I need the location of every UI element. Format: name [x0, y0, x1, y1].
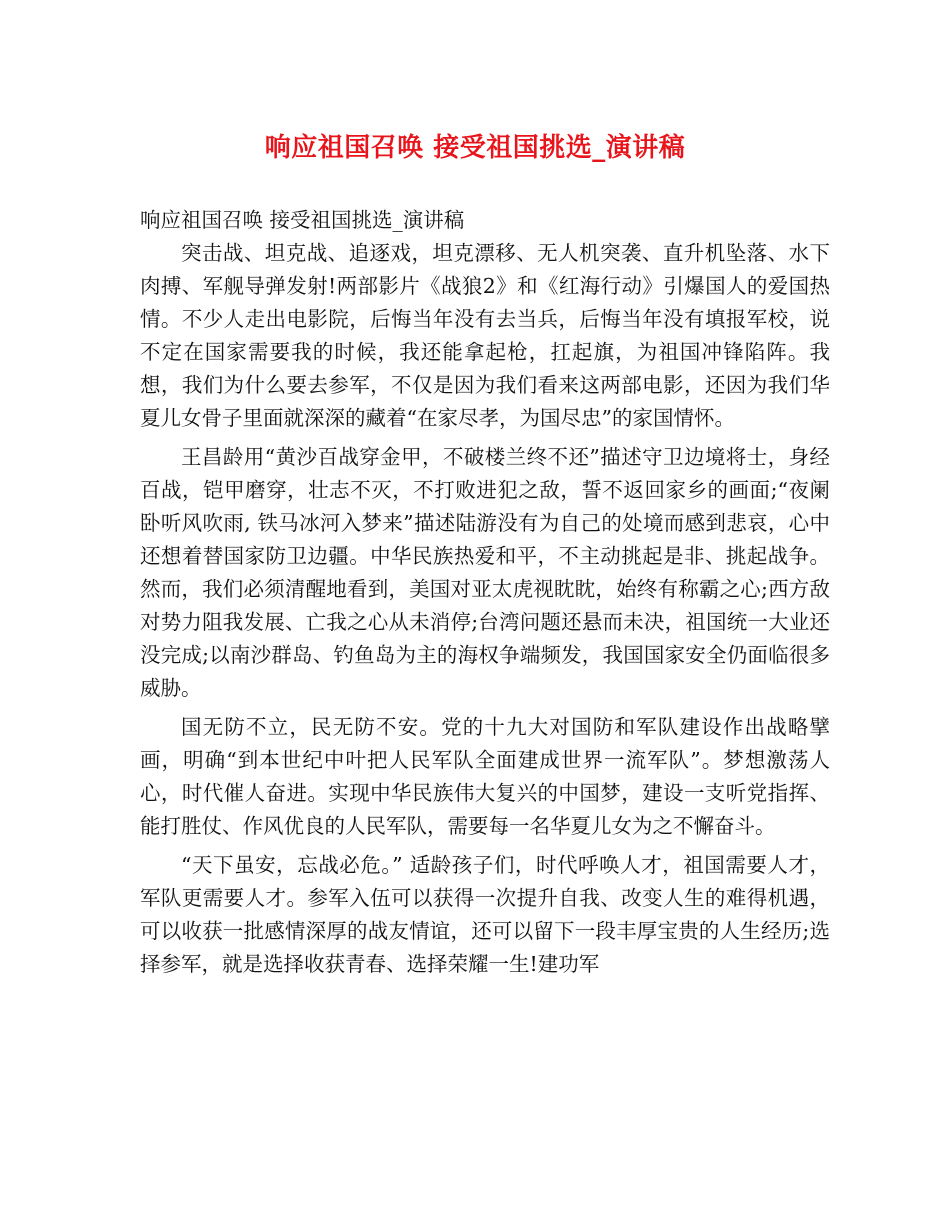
document-body — [140, 204, 830, 987]
paragraph-4: “天下虽安，忘战必危。” 适龄孩子们，时代呼唤人才，祖国需要人才，军队更需要人才。参军入伍可以获得一次提升自我、改变人生的难得机遇，可以收获一批感情深厚的战友情谊，还可以留下一段丰厚宝贵的人生经历;选择参军，就是选择收获青春、选择荣耀一生!建功军 — [140, 853, 830, 976]
paragraph-1: 突击战、坦克战、追逐戏，坦克漂移、无人机突袭、直升机坠落、水下肉搏、军舰导弹发射!两部影片《战狼2》和《红海行动》引爆国人的爱国热情。不少人走出电影院，后悔当年没有去当兵，后悔当年没有填报军校，说不定在国家需要我的时候，我还能拿起枪，扛起旗，为祖国冲锋陷阵。我想，我们为什么要去参军，不仅是因为我们看来这两部电影，还因为我们华夏儿女骨子里面就深深的藏着“在家尽孝，为国尽忠”的家国情怀。 — [140, 241, 830, 430]
document-title: 响应祖国召唤 接受祖国挑选_演讲稿 — [264, 133, 686, 163]
paragraph-3: 国无防不立，民无防不安。党的十九大对国防和军队建设作出战略擘画，明确“到本世纪中叶把人民军队全面建成世界一流军队”。梦想激荡人心，时代催人奋进。实现中华民族伟大复兴的中国梦，建设一支听党指挥、能打胜仗、作风优良的人民军队，需要每一名华夏儿女为之不懈奋斗。 — [140, 715, 830, 838]
paragraph-2: 王昌龄用“黄沙百战穿金甲，不破楼兰终不还”描述守卫边境将士，身经百战，铠甲磨穿，壮志不灭，不打败进犯之敌，誓不返回家乡的画面;“夜阑卧听风吹雨, 铁马冰河入梦来”描述陆游没有为自己的处境而感到悲哀，心中还想着替国家防卫边疆。中华民族热爱和平，不主动挑起是非、挑起战争。然而，我们必须清醒地看到，美国对亚太虎视眈眈，始终有称霸之心;西方敌对势力阻我发展、亡我之心从未消停;台湾问题还悬而未决，祖国统一大业还没完成;以南沙群岛、钓鱼岛为主的海权争端频发，我国国家安全仍面临很多威胁。 — [140, 445, 830, 700]
document-subtitle: 响应祖国召唤 接受祖国挑选_演讲稿 — [140, 208, 465, 232]
